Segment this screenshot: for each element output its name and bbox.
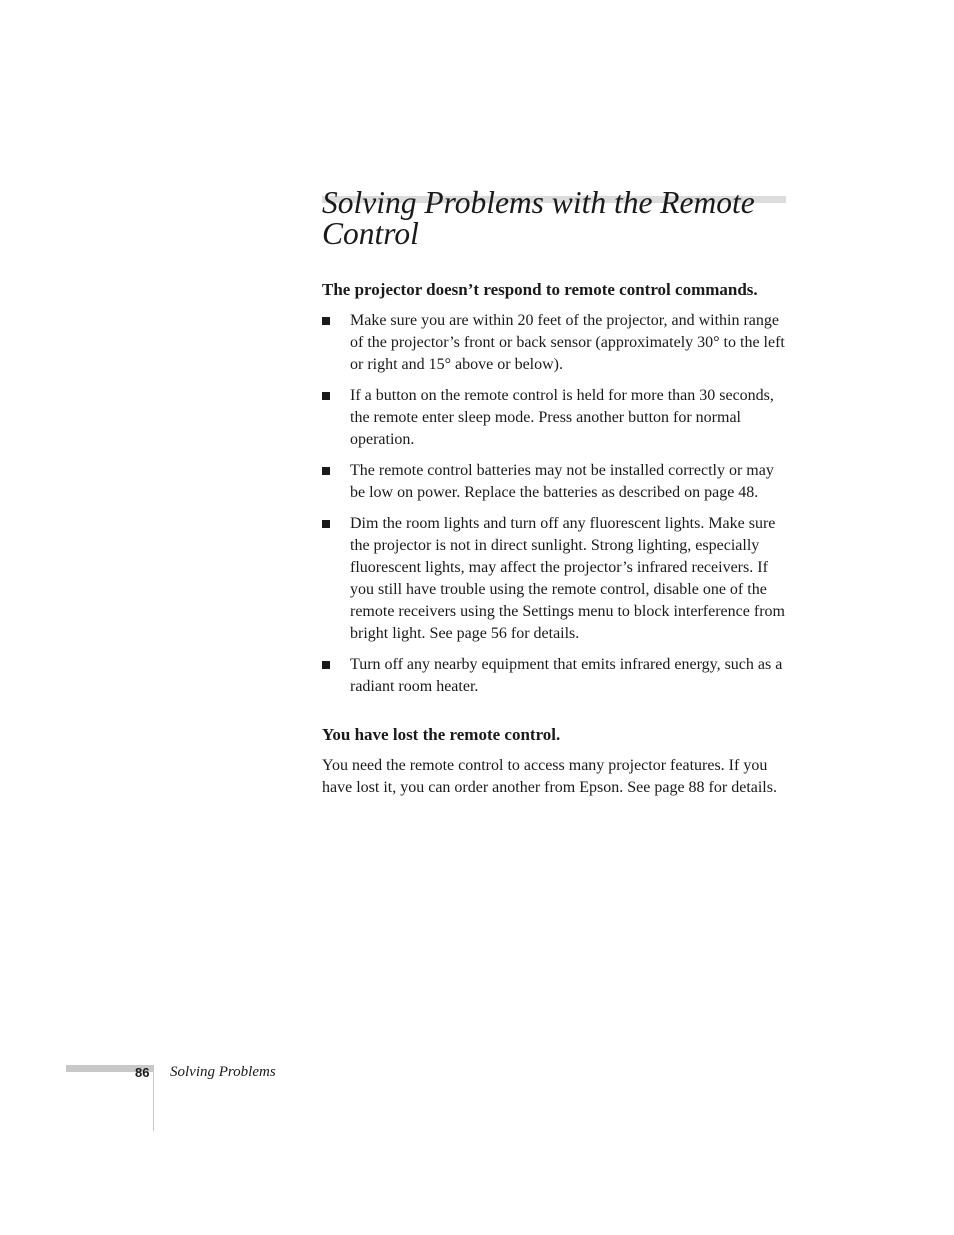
troubleshooting-list — [322, 310, 786, 707]
list-item — [322, 654, 786, 698]
square-bullet-icon — [322, 317, 330, 325]
list-item-text: The remote control batteries may not be installed correctly or may be low on power. Replace the batteries as described on page 48. — [350, 462, 774, 501]
footer-vertical-rule — [153, 1065, 154, 1131]
list-item — [322, 385, 786, 451]
running-head: Solving Problems — [170, 1064, 276, 1080]
list-item-text: Turn off any nearby equipment that emits infrared energy, such as a radiant room heater. — [350, 656, 783, 695]
list-item — [322, 460, 786, 504]
page-number: 86 — [135, 1065, 150, 1080]
page-title: Solving Problems with the Remote Control — [322, 185, 755, 251]
square-bullet-icon — [322, 392, 330, 400]
problem-heading-lost-remote: You have lost the remote control. — [322, 725, 561, 744]
square-bullet-icon — [322, 661, 330, 669]
list-item — [322, 513, 786, 645]
list-item — [322, 310, 786, 376]
problem-heading-no-response: The projector doesn’t respond to remote control commands. — [322, 280, 758, 299]
list-item-text: Make sure you are within 20 feet of the projector, and within range of the projector’s front or back sensor (approximately 30° to the left or right and 15° above or below). — [350, 312, 785, 373]
square-bullet-icon — [322, 520, 330, 528]
list-item-text: If a button on the remote control is held for more than 30 seconds, the remote enter sleep mode. Press another button for normal operation. — [350, 387, 774, 448]
list-item-text: Dim the room lights and turn off any fluorescent lights. Make sure the projector is not in direct sunlight. Strong lighting, especially fluorescent lights, may affect the projector’s infrared receivers. If you still have trouble using the remote control, disable one of the remote receivers using the Settings menu to block interference from bright light. See page 56 for details. — [350, 515, 785, 642]
square-bullet-icon — [322, 467, 330, 475]
lost-remote-paragraph: You need the remote control to access many projector features. If you have lost it, you can order another from Epson. See page 88 for details. — [322, 757, 777, 796]
